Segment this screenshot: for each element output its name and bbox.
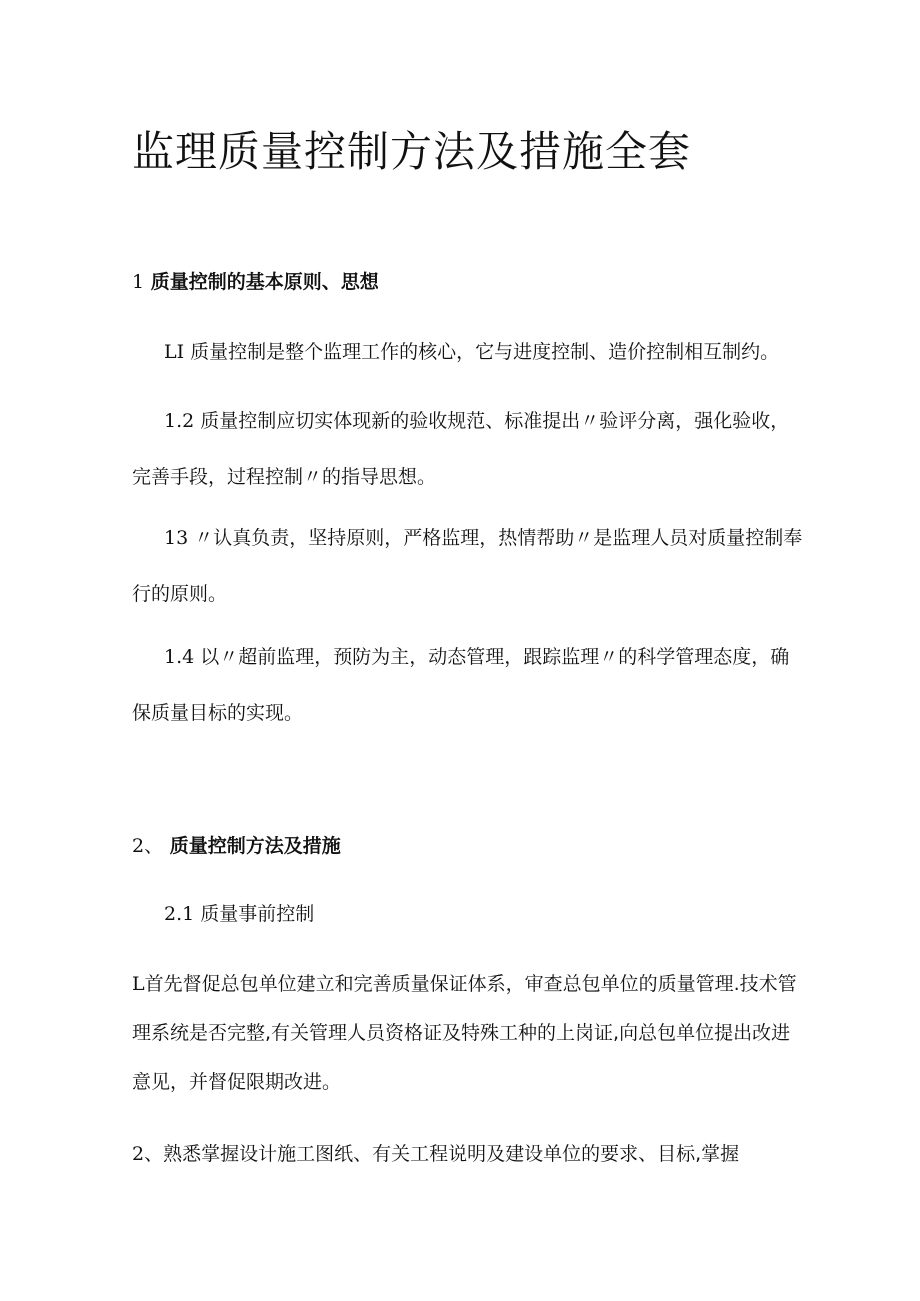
document-title: 监理质量控制方法及措施全套 — [132, 127, 692, 176]
paragraph-1-2 — [132, 393, 808, 505]
paragraph-1-4 — [132, 629, 808, 741]
section-2-heading — [132, 832, 341, 860]
paragraph-1-3-number: 13 — [164, 527, 189, 549]
paragraph-2-1 — [132, 960, 808, 1107]
section-1-number: 1 — [132, 271, 145, 293]
paragraph-2-1-number: L — [132, 973, 145, 995]
paragraph-2-2 — [132, 1126, 808, 1182]
section-2-heading-text: 质量控制方法及措施 — [169, 835, 341, 857]
subsection-2-1-number: 2.1 — [164, 903, 195, 925]
paragraph-1-3-text: 〃认真负责，坚持原则，严格监理，热情帮助〃是监理人员对质量控制奉行的原则。 — [132, 527, 803, 605]
paragraph-1-1-number: LI — [164, 341, 185, 363]
paragraph-1-4-number: 1.4 — [164, 646, 195, 668]
section-1-heading-text: 质量控制的基本原则、思想 — [150, 271, 379, 293]
paragraph-1-1 — [132, 324, 808, 380]
paragraph-1-3 — [132, 510, 808, 622]
paragraph-1-4-text: 以〃超前监理，预防为主，动态管理，跟踪监理〃的科学管理态度，确保质量目标的实现。 — [132, 646, 790, 724]
paragraph-2-2-number: 2、 — [132, 1143, 164, 1165]
subsection-2-1 — [132, 886, 808, 942]
paragraph-1-2-text: 质量控制应切实体现新的验收规范、标准提出〃验评分离，强化验收，完善手段，过程控制〃的指导思想。 — [132, 410, 790, 488]
paragraph-2-2-text: 熟悉掌握设计施工图纸、有关工程说明及建设单位的要求、目标,掌握 — [163, 1143, 740, 1165]
section-2-number: 2、 — [132, 835, 164, 857]
section-1-heading — [132, 268, 379, 296]
paragraph-2-1-text: 首先督促总包单位建立和完善质量保证体系，审查总包单位的质量管理.技术管理系统是否完整,有关管理人员资格证及特殊工种的上岗证,向总包单位提出改进意见，并督促限期改进。 — [132, 973, 797, 1093]
paragraph-1-2-number: 1.2 — [164, 410, 195, 432]
paragraph-1-1-text: 质量控制是整个监理工作的核心，它与进度控制、造价控制相互制约。 — [190, 341, 780, 363]
subsection-2-1-text: 质量事前控制 — [200, 903, 315, 925]
